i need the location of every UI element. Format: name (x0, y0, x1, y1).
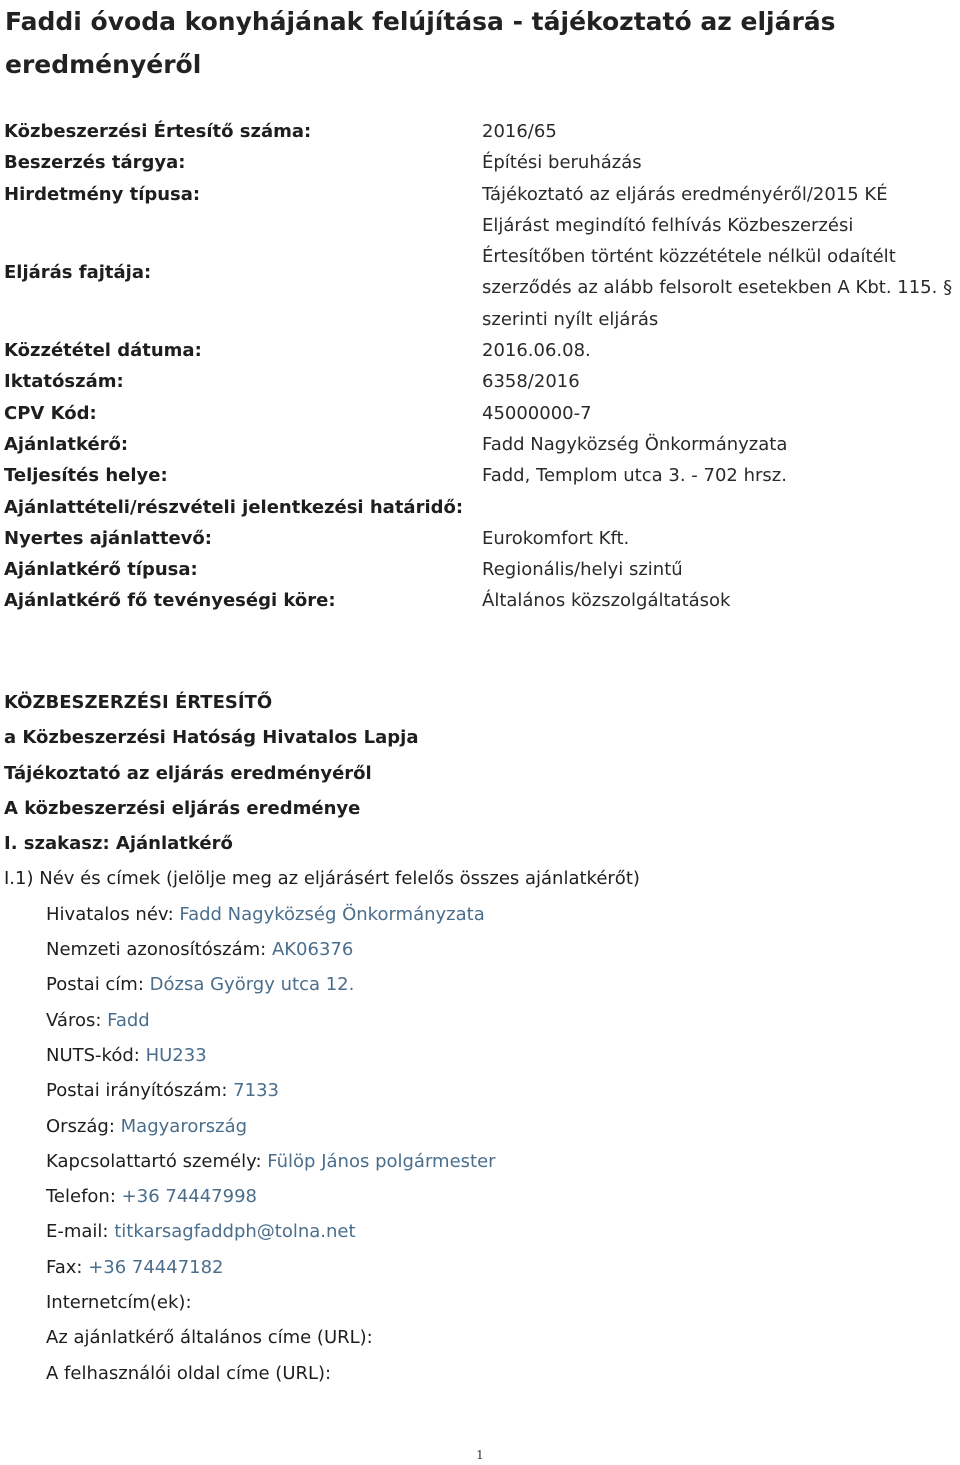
item-heading: I.1) Név és címek (jelölje meg az eljárásért felelős összes ajánlatkérőt) (4, 868, 640, 890)
bulletin-name: KÖZBESZERZÉSI ÉRTESÍTŐ (4, 692, 273, 713)
summary-label: Ajánlatkérő: (4, 433, 129, 455)
procurement-summary-table (4, 116, 956, 617)
field-nuts-code (4, 1038, 944, 1073)
field-country (4, 1109, 944, 1144)
summary-label: Eljárás fajtája: (4, 261, 152, 283)
field-label: A felhasználói oldal címe (URL): (46, 1362, 332, 1384)
summary-label: Közzététel dátuma: (4, 340, 202, 362)
summary-value: Általános közszolgáltatások (482, 590, 731, 612)
summary-value: Fadd, Templom utca 3. - 702 hrsz. (482, 465, 787, 487)
summary-row-subject (4, 147, 956, 178)
field-label: NUTS-kód: (46, 1044, 140, 1066)
field-label: Az ajánlatkérő általános címe (URL): (46, 1327, 373, 1349)
summary-value (482, 492, 956, 523)
summary-label: Beszerzés tárgya: (4, 152, 186, 174)
summary-label: Hirdetmény típusa: (4, 183, 201, 205)
field-label: Postai irányítószám: (46, 1080, 228, 1102)
page-number: 1 (476, 1448, 484, 1462)
bulletin-subtitle: a Közbeszerzési Hatóság Hivatalos Lapja (4, 727, 419, 749)
summary-row-bulletin-number (4, 116, 956, 147)
field-value: Fadd (107, 1009, 150, 1031)
field-label: Ország: (46, 1115, 115, 1137)
field-telephone (4, 1179, 944, 1214)
field-postal-address (4, 967, 944, 1002)
field-value: Fülöp János polgármester (267, 1150, 496, 1172)
summary-value: 2016/65 (482, 121, 557, 142)
field-label: Postai cím: (46, 974, 144, 996)
field-value: AK06376 (271, 939, 354, 961)
section-heading: I. szakasz: Ajánlatkérő (4, 833, 233, 855)
summary-label: Iktatószám: (4, 371, 124, 393)
summary-label: Közbeszerzési Értesítő száma: (4, 121, 312, 142)
field-label: Internetcím(ek): (46, 1292, 192, 1314)
field-value: +36 74447998 (121, 1186, 257, 1208)
field-email (4, 1214, 944, 1249)
field-contact-person (4, 1144, 944, 1179)
field-label: Nemzeti azonosítószám: (46, 939, 267, 961)
summary-row-notice-type (4, 179, 956, 210)
field-city (4, 1003, 944, 1038)
summary-row-authority-type (4, 554, 956, 585)
field-label: Hivatalos név: (46, 903, 174, 925)
field-value: +36 74447182 (88, 1256, 224, 1278)
field-label: Város: (46, 1009, 102, 1031)
summary-label: Ajánlattételi/részvételi jelentkezési határidő: (4, 496, 464, 518)
notice-subtitle: A közbeszerzési eljárás eredménye (4, 797, 361, 819)
summary-value: Építési beruházás (482, 152, 642, 174)
summary-row-place-of-performance (4, 460, 956, 491)
summary-row-main-activity (4, 585, 956, 616)
summary-value: Eljárást megindító felhívás Közbeszerzési Értesítőben történt közzététele nélkül odaítélt szerződés az alább felsorolt esetekben A Kbt. 115. § szerinti nyílt eljárás (482, 214, 953, 330)
field-official-name (4, 897, 944, 932)
summary-label: Teljesítés helye: (4, 465, 168, 487)
field-value: HU233 (145, 1044, 207, 1066)
field-value: Magyarország (120, 1115, 248, 1137)
field-internet-addresses (4, 1285, 944, 1320)
notice-title: Tájékoztató az eljárás eredményéről (4, 762, 372, 784)
field-postal-code (4, 1073, 944, 1108)
summary-value: 2016.06.08. (482, 340, 591, 362)
field-value: Dózsa György utca 12. (149, 974, 355, 996)
summary-value: Regionális/helyi szintű (482, 559, 683, 581)
field-national-id (4, 932, 944, 967)
field-value: titkarsagfaddph@tolna.net (114, 1221, 356, 1243)
field-label: Fax: (46, 1256, 83, 1278)
summary-row-procedure-type (4, 210, 956, 335)
summary-row-contracting-authority (4, 429, 956, 460)
summary-value: Eurokomfort Kft. (482, 527, 630, 549)
summary-row-registration-number (4, 366, 956, 397)
field-value: 7133 (233, 1080, 279, 1102)
summary-row-deadline (4, 492, 956, 523)
field-label: E-mail: (46, 1221, 109, 1243)
field-label: Telefon: (46, 1186, 116, 1208)
summary-row-cpv-code (4, 398, 956, 429)
summary-value: 6358/2016 (482, 371, 580, 393)
summary-row-winning-bidder (4, 523, 956, 554)
summary-value: Fadd Nagyközség Önkormányzata (482, 433, 788, 455)
summary-value: 45000000-7 (482, 402, 592, 424)
summary-label: CPV Kód: (4, 402, 97, 424)
notice-section (4, 685, 944, 1391)
field-buyer-profile-url (4, 1356, 944, 1391)
summary-label: Ajánlatkérő típusa: (4, 559, 198, 581)
summary-label: Nyertes ajánlattevő: (4, 527, 212, 549)
field-fax (4, 1250, 944, 1285)
field-value: Fadd Nagyközség Önkormányzata (179, 903, 485, 925)
field-label: Kapcsolattartó személy: (46, 1150, 262, 1172)
summary-row-publication-date (4, 335, 956, 366)
summary-label: Ajánlatkérő fő tevényeségi köre: (4, 590, 336, 612)
summary-value: Tájékoztató az eljárás eredményéről/2015 KÉ (482, 183, 888, 205)
field-main-url (4, 1320, 944, 1355)
page-title: Faddi óvoda konyhájának felújítása - tájékoztató az eljárás eredményéről (5, 7, 836, 79)
